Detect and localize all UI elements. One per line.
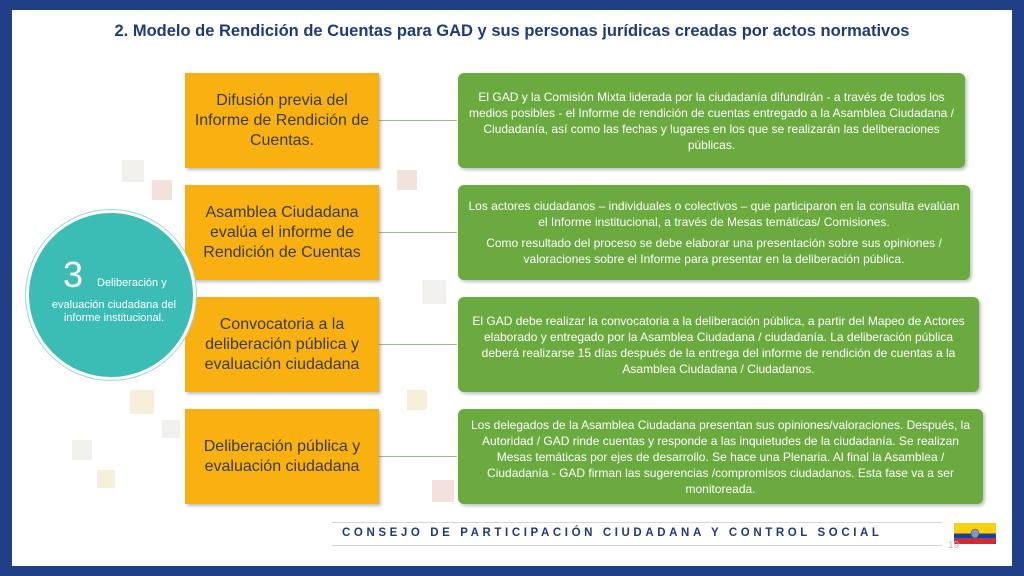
slide-title: 2. Modelo de Rendición de Cuentas para GAD y sus personas jurídicas creadas por actos normativos bbox=[114, 22, 910, 40]
ecuador-flag-icon bbox=[954, 523, 996, 544]
phase-label-first-line: Deliberación y bbox=[97, 277, 167, 289]
phase-circle bbox=[26, 210, 196, 380]
detail-box-difusion bbox=[458, 73, 965, 168]
background-decoration bbox=[122, 160, 144, 182]
background-decoration bbox=[72, 440, 92, 460]
detail-text: Los actores ciudadanos – individuales o colectivos – que participaron en la consulta evalúan el Informe institucional, a través de Mesas temáticas/ Comisiones. bbox=[468, 199, 960, 229]
step-label: Convocatoria a la deliberación pública y evaluación ciudadana bbox=[204, 315, 360, 373]
background-decoration bbox=[130, 390, 154, 414]
footer-institution-name: CONSEJO DE PARTICIPACIÓN CIUDADANA Y CONTROL SOCIAL bbox=[342, 527, 883, 539]
background-decoration bbox=[407, 390, 427, 410]
background-decoration bbox=[432, 480, 454, 502]
background-decoration bbox=[97, 470, 115, 488]
detail-text: El GAD debe realizar la convocatoria a la deliberación pública, a partir del Mapeo de Actores elaborado y entregado por la Asamblea Ciudadana / ciudadanía. La deliberación pública deberá realizarse 15 días después de la entrega del informe de rendición de cuentas a la Asamblea Ciudadana / Ciudadanos. bbox=[472, 313, 965, 376]
background-decoration bbox=[162, 420, 180, 438]
detail-box-deliberacion bbox=[458, 409, 983, 504]
phase-label: evaluación ciudadana del informe institucional. bbox=[51, 299, 177, 324]
step-label: Difusión previa del Informe de Rendición de Cuentas. bbox=[194, 91, 370, 149]
background-decoration bbox=[422, 280, 446, 304]
step-label: Deliberación pública y evaluación ciudadana bbox=[203, 437, 361, 475]
detail-text: El GAD y la Comisión Mixta liderada por la ciudadanía difundirán - a través de todos los medios posibles - el Informe de rendición de cuentas entregado a la Asamblea Ciudadana / Ciudadanía, así como las fechas y lugares en los que se realizarán las deliberaciones públicas. bbox=[469, 89, 954, 152]
detail-text: Los delegados de la Asamblea Ciudadana presentan sus opiniones/valoraciones. Después, la Autoridad / GAD rinde cuentas y responde a las inquietudes de la ciudadanía. Se realizan Mesas temáticas por ejes de desarrollo. Se hace una Plenaria. Al final la Asamblea / Ciudadanía - GAD firman las sugerencias /compromisos ciudadanos. Esta fase va a ser monitoreada. bbox=[470, 417, 970, 496]
step-box-difusion bbox=[185, 73, 379, 168]
detail-text: Como resultado del proceso se debe elaborar una presentación sobre sus opiniones / valoraciones sobre el Informe para presentar en la deliberación pública. bbox=[486, 236, 942, 266]
detail-box-asamblea bbox=[458, 185, 970, 280]
background-decoration bbox=[152, 180, 172, 200]
step-label: Asamblea Ciudadana evalúa el informe de Rendición de Cuentas bbox=[203, 203, 361, 261]
connector-line bbox=[379, 456, 457, 457]
slide bbox=[12, 10, 1012, 566]
step-box-asamblea bbox=[185, 185, 379, 280]
phase-number: 3 bbox=[63, 254, 84, 295]
step-box-convocatoria bbox=[185, 297, 379, 392]
background-decoration bbox=[397, 170, 417, 190]
connector-line bbox=[379, 344, 457, 345]
page-number: 19 bbox=[948, 540, 960, 551]
step-box-deliberacion bbox=[185, 409, 379, 504]
connector-line bbox=[379, 120, 457, 121]
detail-box-convocatoria bbox=[458, 297, 979, 392]
connector-line bbox=[379, 232, 457, 233]
